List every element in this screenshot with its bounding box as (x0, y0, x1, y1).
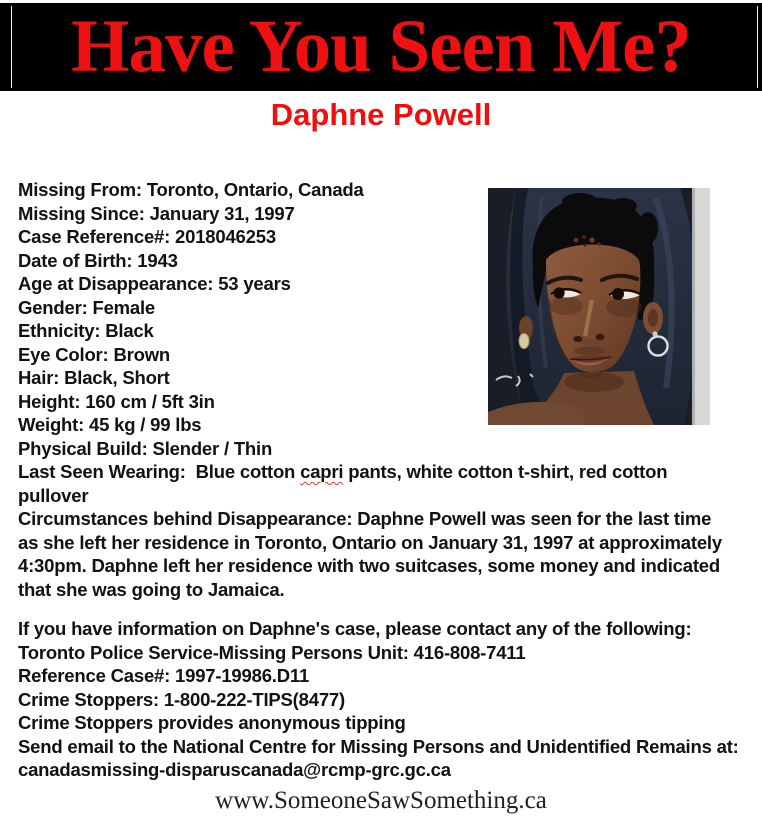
banner-right-line (757, 6, 758, 88)
contact-line: Reference Case#: 1997-19986.D11 (18, 665, 310, 686)
detail-line: Weight: 45 kg / 99 lbs (18, 414, 202, 435)
contact-email: canadasmissing-disparuscanada@rcmp-grc.gc.ca (18, 759, 451, 780)
contact-line: Toronto Police Service-Missing Persons Unit: 416-808-7411 (18, 641, 526, 663)
detail-line: Age at Disappearance: 53 years (18, 273, 291, 294)
circumstance-line: as she left her residence in Toronto, Ontario on January 31, 1997 at approximately (18, 531, 722, 553)
circumstance-line: that she was going to Jamaica. (18, 578, 285, 600)
detail-line: Missing From: Toronto, Ontario, Canada (18, 179, 364, 200)
details-section (18, 178, 756, 601)
last-seen-prefix: Last Seen Wearing: Blue cotton (18, 461, 301, 482)
detail-line: Case Reference#: 2018046253 (18, 226, 276, 247)
detail-line: Height: 160 cm / 5ft 3in (18, 390, 215, 412)
banner (0, 3, 762, 91)
person-name: Daphne Powell (270, 97, 492, 132)
detail-line: Gender: Female (18, 296, 156, 318)
detail-line: Eye Color: Brown (18, 343, 171, 365)
contact-line: Crime Stoppers: 1-800-222-TIPS(8477) (18, 688, 345, 710)
last-seen-suffix: pants, white cotton t-shirt, red cotton (343, 461, 668, 482)
misspelled-word: capri (300, 461, 344, 482)
detail-line-wrap: pullover (18, 484, 89, 506)
banner-title: Have You Seen Me? (71, 5, 691, 88)
detail-line: Date of Birth: 1943 (18, 249, 178, 271)
detail-line: Missing Since: January 31, 1997 (18, 202, 295, 224)
website-url: www.SomeoneSawSomething.ca (215, 787, 547, 814)
poster-text (18, 178, 756, 782)
contact-line: Send email to the National Centre for Missing Persons and Unidentified Remains at: (18, 735, 739, 757)
detail-line: Physical Build: Slender / Thin (18, 437, 273, 459)
contact-section (18, 617, 756, 782)
circumstance-line: Circumstances behind Disappearance: Daphne Powell was seen for the last time (18, 508, 712, 529)
section-gap (18, 601, 756, 617)
banner-left-line (11, 6, 12, 88)
footer (0, 786, 762, 816)
detail-line-last-seen (18, 460, 756, 484)
detail-line: Hair: Black, Short (18, 367, 170, 388)
contact-line: Crime Stoppers provides anonymous tipping (18, 712, 406, 733)
contact-line: If you have information on Daphne's case, please contact any of the following: (18, 618, 692, 639)
circumstance-line: 4:30pm. Daphne left her residence with two suitcases, some money and indicated (18, 555, 720, 576)
detail-line: Ethnicity: Black (18, 320, 154, 341)
